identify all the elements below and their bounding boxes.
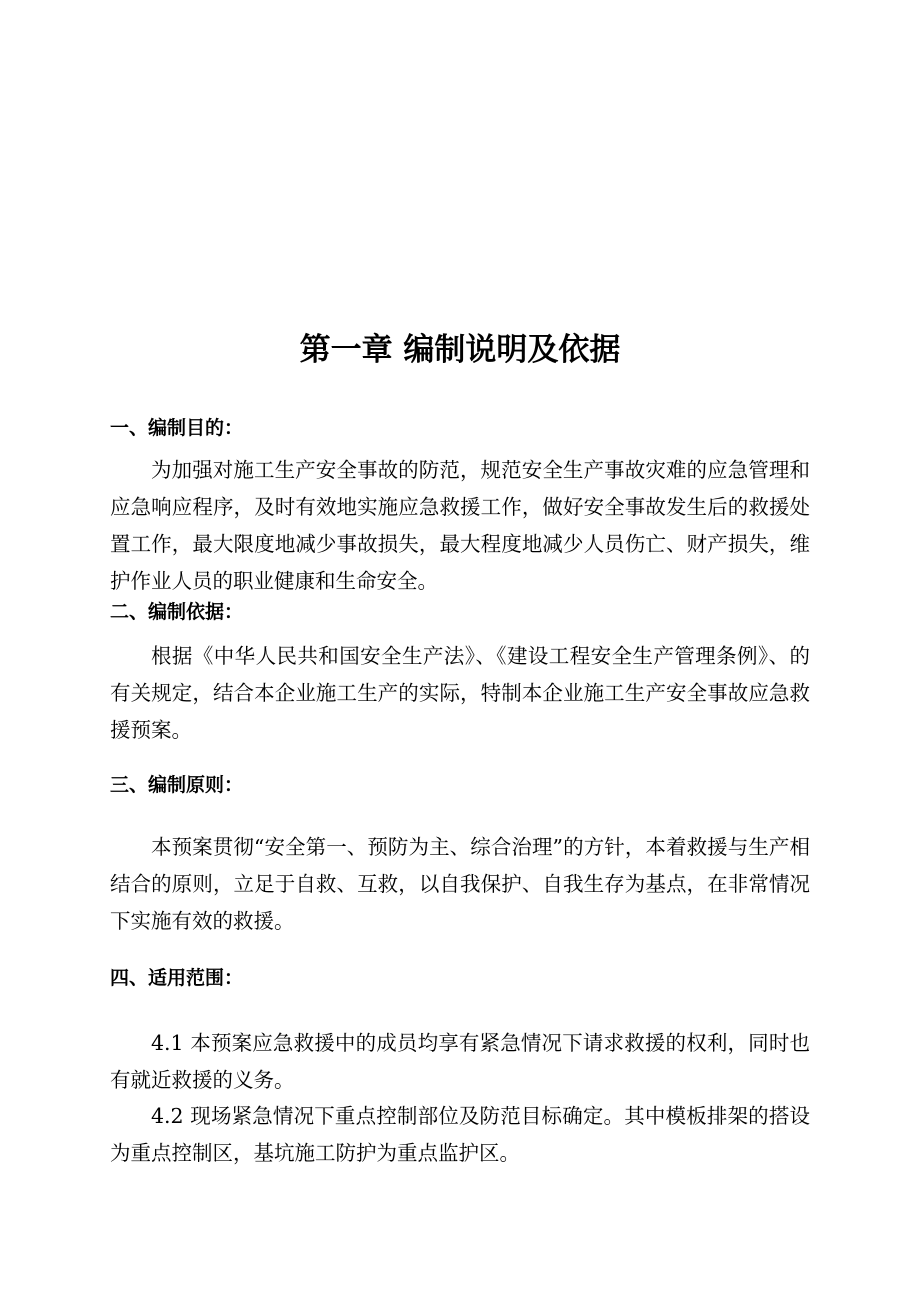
section-heading-basis: 二、编制依据： xyxy=(110,601,244,623)
section-heading-principles: 三、编制原则： xyxy=(110,774,244,796)
scope-paragraph-4-2: 4.2 现场紧急情况下重点控制部位及防范目标确定。其中模板排架的搭设为重点控制区，基坑施工防护为重点监护区。 xyxy=(110,1104,810,1165)
principles-paragraph: 本预案贯彻“安全第一、预防为主、综合治理”的方针，本着救援与生产相结合的原则，立足于自救、互救，以自我保护、自我生存为基点，在非常情况下实施有效的救援。 xyxy=(110,835,810,933)
scope-paragraph-4-1: 4.1 本预案应急救援中的成员均享有紧急情况下请求救援的权利，同时也有就近救援的义务。 xyxy=(110,1031,810,1092)
section-heading-purpose: 一、编制目的： xyxy=(110,417,244,439)
chapter-title: 第一章 编制说明及依据 xyxy=(299,332,621,368)
purpose-paragraph: 为加强对施工生产安全事故的防范，规范安全生产事故灾难的应急管理和应急响应程序，及时有效地实施应急救援工作，做好安全事故发生后的救援处置工作，最大限度地减少事故损失，最大程度地减少人员伤亡、财产损失，维护作业人员的职业健康和生命安全。 xyxy=(110,458,810,593)
section-heading-scope: 四、适用范围： xyxy=(110,967,244,989)
basis-paragraph: 根据《中华人民共和国安全生产法》、《建设工程安全生产管理条例》、的有关规定，结合本企业施工生产的实际，特制本企业施工生产安全事故应急救援预案。 xyxy=(110,644,810,742)
